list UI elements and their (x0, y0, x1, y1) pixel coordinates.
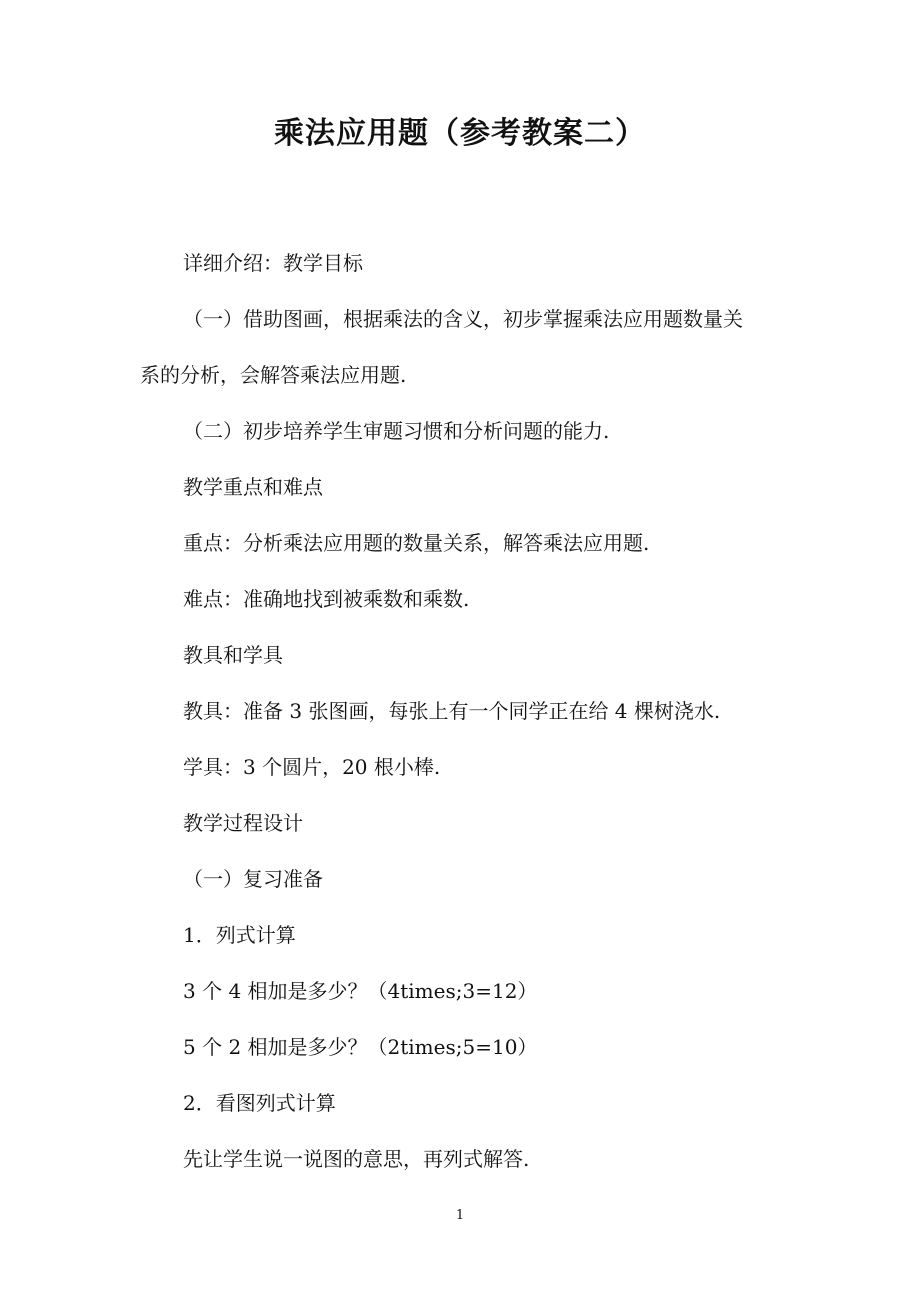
list-item-1: 1．列式计算 (183, 923, 296, 947)
paragraph-goal-2: （二）初步培养学生审题习惯和分析问题的能力. (183, 419, 610, 443)
heading-materials: 教具和学具 (183, 643, 283, 667)
paragraph-question-1: 3 个 4 相加是多少？（4times;3=12） (183, 979, 538, 1003)
paragraph-question-2: 5 个 2 相加是多少？（2times;5=10） (183, 1035, 538, 1059)
paragraph-instruction: 先让学生说一说图的意思，再列式解答. (183, 1147, 530, 1171)
paragraph-key-point: 重点：分析乘法应用题的数量关系，解答乘法应用题. (183, 531, 650, 555)
paragraph-teaching-aids: 教具：准备 3 张图画，每张上有一个同学正在给 4 棵树浇水. (183, 699, 721, 723)
paragraph-goal-1: （一）借助图画，根据乘法的含义，初步掌握乘法应用题数量关 (183, 307, 743, 331)
heading-review: （一）复习准备 (183, 867, 323, 891)
document-title: 乘法应用题（参考教案二） (274, 116, 646, 151)
paragraph-student-aids: 学具：3 个圆片，20 根小棒. (183, 755, 441, 779)
list-item-2: 2．看图列式计算 (183, 1091, 336, 1115)
paragraph-difficulty: 难点：准确地找到被乘数和乘数. (183, 587, 470, 611)
paragraph-goal-1-continued: 系的分析，会解答乘法应用题. (140, 363, 407, 387)
page-number: 1 (455, 1208, 465, 1223)
heading-key-points: 教学重点和难点 (183, 475, 323, 499)
heading-process: 教学过程设计 (183, 811, 303, 835)
paragraph-intro: 详细介绍：教学目标 (183, 251, 363, 275)
